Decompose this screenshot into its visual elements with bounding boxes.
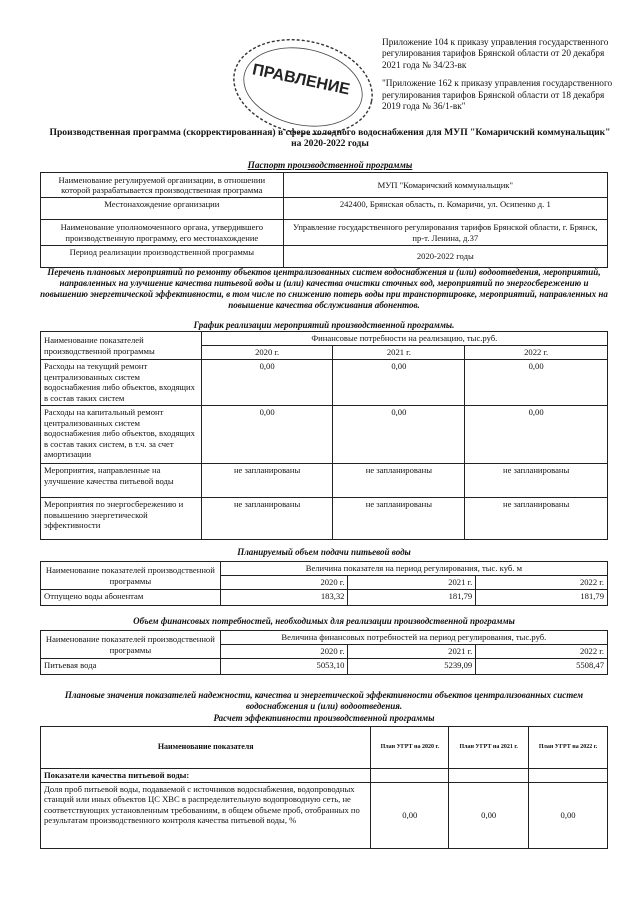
- cell-value: не запланированы: [465, 498, 608, 540]
- passport-value: МУП "Комаричский коммунальщик": [283, 173, 607, 198]
- year-header: 2022 г.: [465, 346, 608, 360]
- appendix-text-2: "Приложение 162 к приказу управления государственного регулирования тарифов Брянской области от 18 декабря 2019 года № 36/1-вк": [382, 79, 613, 113]
- cell-value: 0,00: [201, 360, 333, 406]
- cell-value: 5239,09: [348, 659, 476, 675]
- cell-value: 0,00: [371, 782, 449, 848]
- passport-label: Наименование регулируемой организации, в отношении которой разрабатывается производственная программа: [41, 173, 284, 198]
- row-label: Мероприятия по энергосбережению и повышению энергетической эффективности: [41, 498, 202, 540]
- table-row: [41, 727, 608, 769]
- column-group-header: Величина показателя на период регулирования, тыс. куб. м: [220, 562, 607, 576]
- year-header: 2022 г.: [476, 576, 608, 590]
- efficiency-heading: Расчет эффективности производственной программы: [213, 713, 435, 723]
- volume-table: [40, 561, 608, 606]
- empty-cell: [529, 769, 608, 783]
- column-header: Наименование показателей производственной программы: [41, 562, 221, 590]
- passport-heading: Паспорт производственной программы: [247, 161, 413, 171]
- year-header: 2021 г.: [348, 576, 476, 590]
- table-row: [41, 782, 608, 848]
- cell-value: 181,79: [348, 590, 476, 606]
- table-row: [41, 406, 608, 464]
- finance-table: [40, 630, 608, 675]
- cell-value: 0,00: [333, 406, 465, 464]
- year-header: 2021 г.: [333, 346, 465, 360]
- efficiency-intro: Плановые значения показателей надежности, качества и энергетической эффективности объектов централизованных систем водоснабжения и (или) водоотведения.: [64, 690, 584, 711]
- finance-heading: Объем финансовых потребностей, необходимых для реализации производственной программы: [133, 616, 515, 626]
- passport-label: Наименование уполномоченного органа, утвердившего производственную программу, его местонахождение: [41, 220, 284, 246]
- year-header: 2020 г.: [220, 645, 348, 659]
- cell-value: 0,00: [449, 782, 529, 848]
- column-group-header: Величина финансовых потребностей на период регулирования, тыс.руб.: [220, 631, 607, 645]
- table-row: [41, 246, 608, 268]
- cell-value: 0,00: [333, 360, 465, 406]
- table-row: [41, 173, 608, 198]
- stamp-text: ПРАВЛЕНИЕ: [250, 61, 352, 99]
- table-row: [41, 198, 608, 220]
- measures-heading: График реализации мероприятий производственной программы.: [193, 320, 455, 330]
- column-header: Наименование показателей производственной программы: [41, 631, 221, 659]
- table-row: [41, 562, 608, 576]
- volume-heading: Планируемый объем подачи питьевой воды: [237, 547, 411, 557]
- appendix-block: [382, 38, 622, 120]
- column-header: Наименование показателей производственной программы: [41, 332, 202, 360]
- measures-table: [40, 331, 608, 540]
- cell-value: 181,79: [476, 590, 608, 606]
- plan-header: План УГРТ на 2022 г.: [529, 727, 608, 769]
- year-header: 2020 г.: [220, 576, 348, 590]
- plan-header: План УГРТ на 2020 г.: [371, 727, 449, 769]
- appendix-text-1: Приложение 104 к приказу управления государственного регулирования тарифов Брянской области от 20 декабря 2021 года № 34/23-вк: [382, 38, 609, 71]
- passport-table: [40, 172, 608, 268]
- table-row: [41, 631, 608, 645]
- cell-value: не запланированы: [465, 464, 608, 498]
- row-label: Расходы на текущий ремонт централизованных систем водоснабжения либо объектов, входящих в состав таких систем: [41, 360, 202, 406]
- cell-value: 0,00: [201, 406, 333, 464]
- title-line-2: на 2020-2022 годы: [291, 138, 369, 149]
- row-label: Расходы на капитальный ремонт централизованных систем водоснабжения либо объектов, входящих в состав таких систем, в т.ч. за счет амортизации: [41, 406, 202, 464]
- table-row: [41, 498, 608, 540]
- table-row: [41, 659, 608, 675]
- column-group-header: Финансовые потребности на реализацию, тыс.руб.: [201, 332, 607, 346]
- cell-value: 0,00: [529, 782, 608, 848]
- table-row: [41, 360, 608, 406]
- plan-header: План УГРТ на 2021 г.: [449, 727, 529, 769]
- cell-value: 0,00: [465, 406, 608, 464]
- row-label: Отпущено воды абонентам: [41, 590, 221, 606]
- cell-value: 5508,47: [476, 659, 608, 675]
- efficiency-table: [40, 726, 608, 849]
- measures-intro: Перечень плановых мероприятий по ремонту объектов централизованных систем водоснабжения и (или) водоотведения, мероприятий, направленных на улучшение качества питьевой воды и (или) качества очистки сточных вод, мероприятий по энергосбережению и повышению энергетической эффективности, в том числе по снижению потерь воды при транспортировке, мероприятий, направленных на повышение качества обслуживания абонентов.: [40, 267, 608, 310]
- passport-value: Управление государственного регулирования тарифов Брянской области, г. Брянск, пр-т. Ленина, д.37: [283, 220, 607, 246]
- group-header: Показатели качества питьевой воды:: [41, 769, 371, 783]
- year-header: 2020 г.: [201, 346, 333, 360]
- cell-value: 183,32: [220, 590, 348, 606]
- table-row: [41, 769, 608, 783]
- cell-value: не запланированы: [333, 498, 465, 540]
- year-header: 2022 г.: [476, 645, 608, 659]
- title-line-1: Производственная программа (скорректированная) в сфере холодного водоснабжения для МУП "Комаричский коммунальщик": [49, 127, 611, 138]
- cell-value: 5053,10: [220, 659, 348, 675]
- empty-cell: [449, 769, 529, 783]
- passport-value: 2020-2022 годы: [283, 246, 607, 268]
- cell-value: не запланированы: [201, 464, 333, 498]
- passport-label: Местонахождение организации: [41, 198, 284, 220]
- official-stamp: [228, 35, 378, 135]
- year-header: 2021 г.: [348, 645, 476, 659]
- table-row: [41, 464, 608, 498]
- row-label: Доля проб питьевой воды, подаваемой с источников водоснабжения, водопроводных станций или иных объектов ЦС ХВС в распределительную водопроводную сеть, не соответствующих установленным требованиям, в общем объеме проб, отобранных по результатам производственного контроля качества питьевой воды, %: [41, 782, 371, 848]
- table-row: [41, 220, 608, 246]
- table-row: [41, 332, 608, 346]
- passport-value: 242400, Брянская область, п. Комаричи, ул. Осипенко д. 1: [283, 198, 607, 220]
- table-row: [41, 590, 608, 606]
- cell-value: не запланированы: [201, 498, 333, 540]
- document-title: [40, 127, 620, 149]
- column-header: Наименование показателя: [41, 727, 371, 769]
- empty-cell: [371, 769, 449, 783]
- row-label: Питьевая вода: [41, 659, 221, 675]
- cell-value: не запланированы: [333, 464, 465, 498]
- cell-value: 0,00: [465, 360, 608, 406]
- row-label: Мероприятия, направленные на улучшение качества питьевой воды: [41, 464, 202, 498]
- passport-label: Период реализации производственной программы: [41, 246, 284, 268]
